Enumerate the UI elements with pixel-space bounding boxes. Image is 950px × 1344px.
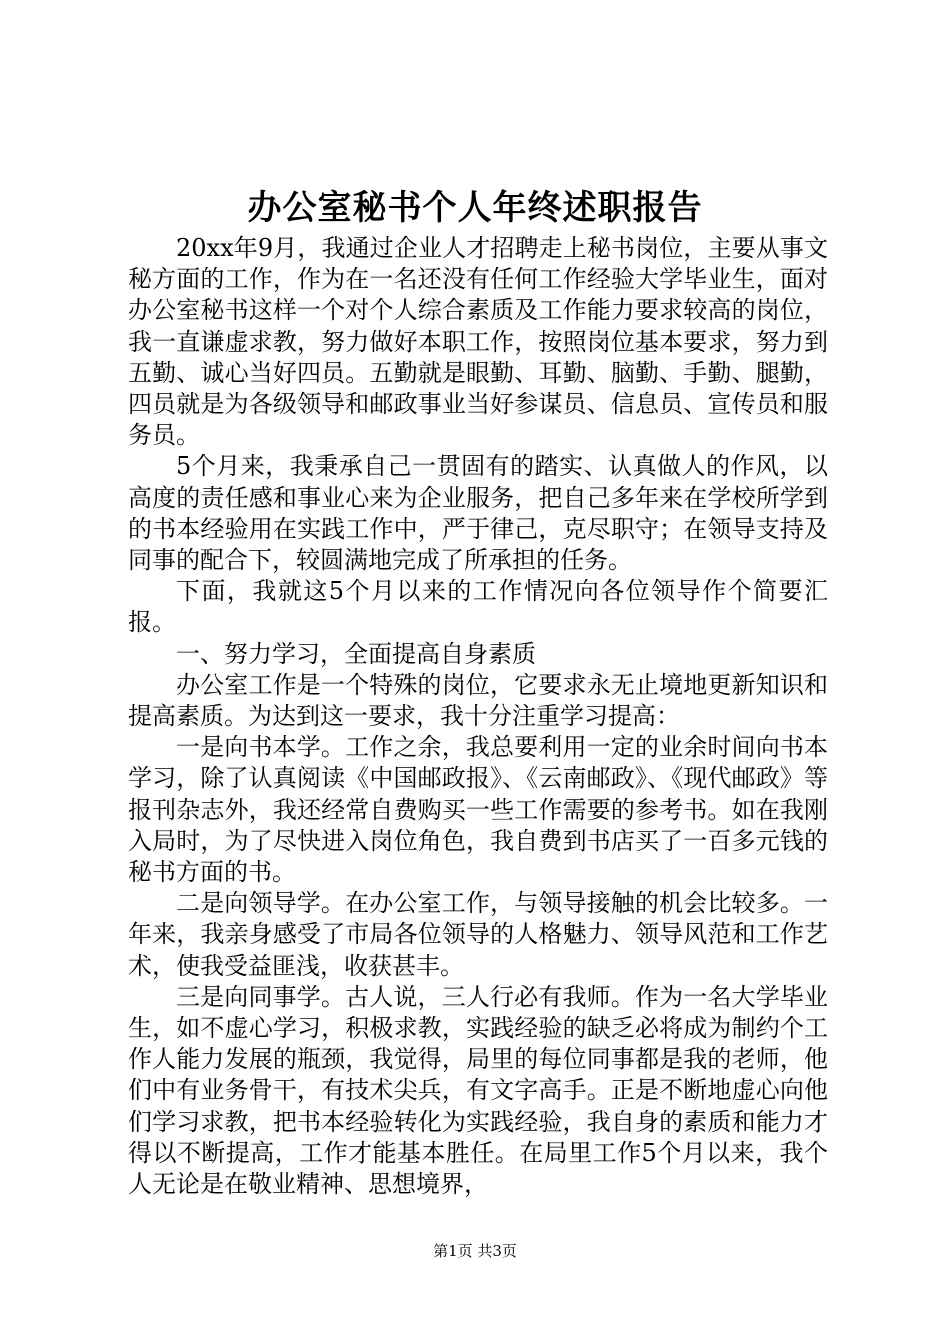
page-number-footer: 第1页 共3页 — [433, 1242, 517, 1260]
paragraph-7: 三是向同事学。古人说，三人行必有我师。作为一名大学毕业生，如不虚心学习，积极求教，实践经验的缺乏必将成为制约个工作人能力发展的瓶颈，我觉得，局里的每位同事都是我的老师，他们中有业务骨干，有技术尖兵，有文字高手。正是不断地虚心向他们学习求教，把书本经验转化为实践经验，我自身的素质和能力才得以不断提高，工作才能基本胜任。在局里工作5个月以来，我个人无论是在敬业精神、思想境界， — [128, 982, 828, 1199]
document-body — [128, 233, 828, 1200]
paragraph-5: 一是向书本学。工作之余，我总要利用一定的业余时间向书本学习，除了认真阅读《中国邮政报》、《云南邮政》、《现代邮政》等报刊杂志外，我还经常自费购买一些工作需要的参考书。如在我刚入局时，为了尽快进入岗位角色，我自费到书店买了一百多元钱的秘书方面的书。 — [128, 733, 828, 887]
paragraph-1: 20xx年9月，我通过企业人才招聘走上秘书岗位，主要从事文秘方面的工作，作为在一名还没有任何工作经验大学毕业生，面对办公室秘书这样一个对个人综合素质及工作能力要求较高的岗位，我一直谦虚求教，努力做好本职工作，按照岗位基本要求，努力到五勤、诚心当好四员。五勤就是眼勤、耳勤、脑勤、手勤、腿勤，四员就是为各级领导和邮政事业当好参谋员、信息员、宣传员和服务员。 — [128, 234, 828, 450]
document-title: 办公室秘书个人年终述职报告 — [247, 188, 703, 228]
paragraph-4: 办公室工作是一个特殊的岗位，它要求永无止境地更新知识和提高素质。为达到这一要求，我十分注重学习提高： — [128, 670, 828, 731]
paragraph-2: 5个月来，我秉承自己一贯固有的踏实、认真做人的作风，以高度的责任感和事业心来为企业服务，把自己多年来在学校所学到的书本经验用在实践工作中，严于律己，克尽职守；在领导支持及同事的配合下，较圆满地完成了所承担的任务。 — [128, 452, 828, 575]
section-heading-1: 一、努力学习，全面提高自身素质 — [176, 639, 536, 668]
paragraph-6: 二是向领导学。在办公室工作，与领导接触的机会比较多。一年来，我亲身感受了市局各位领导的人格魅力、领导风范和工作艺术，使我受益匪浅，收获甚丰。 — [128, 889, 828, 980]
paragraph-3: 下面，我就这5个月以来的工作情况向各位领导作个简要汇报。 — [128, 577, 828, 637]
